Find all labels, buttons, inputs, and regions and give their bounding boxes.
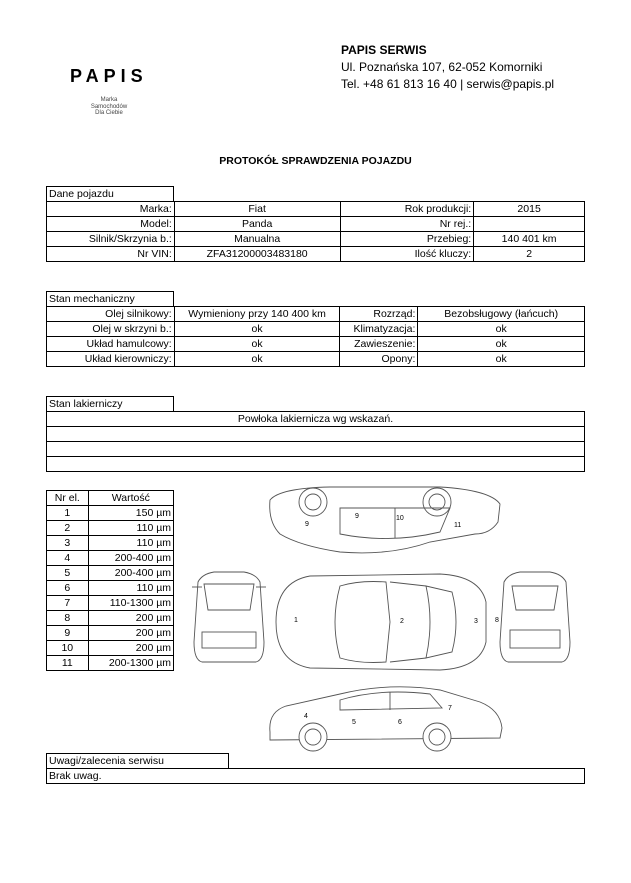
notes-text: Brak uwag. <box>47 769 585 784</box>
row-value: ok <box>418 352 585 367</box>
row-label: Zawieszenie: <box>340 337 418 352</box>
table-row <box>47 247 585 262</box>
measurement-row <box>47 536 174 551</box>
element-number: 8 <box>47 611 89 626</box>
element-number: 11 <box>47 656 89 671</box>
notes-section-header: Uwagi/zalecenia serwisu <box>46 753 229 769</box>
row-value: 140 401 km <box>474 232 585 247</box>
measurement-row <box>47 626 174 641</box>
element-number: 10 <box>47 641 89 656</box>
car-rear-view <box>500 572 570 662</box>
tagline-line: Samochodów <box>90 103 128 110</box>
notes-table <box>46 768 585 784</box>
thickness-value: 110-1300 µm <box>88 596 173 611</box>
element-number: 7 <box>47 596 89 611</box>
car-front-view <box>192 572 266 662</box>
measurement-col-nr: Nr el. <box>47 491 89 506</box>
row-value: ok <box>418 337 585 352</box>
row-label: Opony: <box>340 352 418 367</box>
thickness-value: 200-400 µm <box>88 551 173 566</box>
car-body-diagram <box>190 482 585 758</box>
paint-blank-row <box>47 457 585 472</box>
row-value: Fiat <box>174 202 340 217</box>
part-label-8: 8 <box>495 617 499 624</box>
part-label-9: 9 <box>305 521 309 528</box>
part-label-5: 5 <box>352 719 356 726</box>
vehicle-table <box>46 201 585 262</box>
thickness-value: 200-400 µm <box>88 566 173 581</box>
row-value <box>474 217 585 232</box>
element-number: 1 <box>47 506 89 521</box>
car-side-view-top <box>270 487 500 553</box>
mechanical-table <box>46 306 585 367</box>
table-row <box>47 217 585 232</box>
row-label: Przebieg: <box>340 232 474 247</box>
company-address: Ul. Poznańska 107, 62-052 Komorniki <box>341 60 543 74</box>
row-value: 2015 <box>474 202 585 217</box>
thickness-value: 110 µm <box>88 521 173 536</box>
part-label-4: 4 <box>304 713 308 720</box>
table-row <box>47 202 585 217</box>
tagline-line: Marka <box>100 97 118 103</box>
company-logo: PAPIS <box>70 66 148 86</box>
measurement-row <box>47 641 174 656</box>
table-row <box>47 232 585 247</box>
measurement-row <box>47 521 174 536</box>
element-number: 3 <box>47 536 89 551</box>
row-label: Rok produkcji: <box>340 202 474 217</box>
paint-blank-row <box>47 427 585 442</box>
row-value: 2 <box>474 247 585 262</box>
thickness-value: 110 µm <box>88 536 173 551</box>
car-plan-view <box>276 574 486 670</box>
measurement-row <box>47 656 174 671</box>
element-number: 5 <box>47 566 89 581</box>
table-row <box>47 337 585 352</box>
row-label: Olej silnikowy: <box>47 307 175 322</box>
measurement-row <box>47 611 174 626</box>
document-title: PROTOKÓŁ SPRAWDZENIA POJAZDU <box>219 155 412 167</box>
row-label: Układ hamulcowy: <box>47 337 175 352</box>
row-value: Manualna <box>174 232 340 247</box>
row-value: ok <box>418 322 585 337</box>
company-name: PAPIS SERWIS <box>341 43 427 57</box>
part-label-11: 11 <box>454 522 462 529</box>
part-label-3: 3 <box>474 618 478 625</box>
part-label-1: 1 <box>294 617 298 624</box>
row-label: Ilość kluczy: <box>340 247 474 262</box>
tagline-line: Dla Ciebie <box>95 110 123 116</box>
mechanical-section-header: Stan mechaniczny <box>46 291 174 307</box>
row-value: ZFA31200003483180 <box>174 247 340 262</box>
row-value: Bezobsługowy (łańcuch) <box>418 307 585 322</box>
row-label: Model: <box>47 217 175 232</box>
element-number: 4 <box>47 551 89 566</box>
measurement-row <box>47 596 174 611</box>
row-label: Nr VIN: <box>47 247 175 262</box>
thickness-value: 200 µm <box>88 626 173 641</box>
measurement-row <box>47 566 174 581</box>
measurement-row <box>47 506 174 521</box>
row-value: ok <box>174 337 340 352</box>
row-label: Rozrząd: <box>340 307 418 322</box>
measurement-col-value: Wartość <box>88 491 173 506</box>
row-label: Olej w skrzyni b.: <box>47 322 175 337</box>
row-label: Silnik/Skrzynia b.: <box>47 232 175 247</box>
table-row <box>47 322 585 337</box>
logo-tagline <box>78 97 140 117</box>
company-contact: Tel. +48 61 813 16 40 | serwis@papis.pl <box>341 77 555 91</box>
vehicle-section-header: Dane pojazdu <box>46 186 174 202</box>
paint-note: Powłoka lakiernicza wg wskazań. <box>47 412 585 427</box>
row-label: Klimatyzacja: <box>340 322 418 337</box>
paint-table <box>46 411 585 472</box>
part-label-2: 2 <box>400 618 404 625</box>
thickness-value: 150 µm <box>88 506 173 521</box>
thickness-value: 200-1300 µm <box>88 656 173 671</box>
measurement-row <box>47 551 174 566</box>
table-row <box>47 352 585 367</box>
row-value: ok <box>174 322 340 337</box>
thickness-value: 200 µm <box>88 641 173 656</box>
thickness-value: 110 µm <box>88 581 173 596</box>
company-info <box>341 42 554 93</box>
paint-blank-row <box>47 442 585 457</box>
row-value: Wymieniony przy 140 400 km <box>174 307 340 322</box>
row-label: Układ kierowniczy: <box>47 352 175 367</box>
measurement-row <box>47 581 174 596</box>
row-value: ok <box>174 352 340 367</box>
row-label: Marka: <box>47 202 175 217</box>
part-label-9b: 9 <box>355 513 359 520</box>
table-row <box>47 307 585 322</box>
part-label-10: 10 <box>396 515 404 522</box>
row-label: Nr rej.: <box>340 217 474 232</box>
row-value: Panda <box>174 217 340 232</box>
thickness-value: 200 µm <box>88 611 173 626</box>
element-number: 2 <box>47 521 89 536</box>
paint-section-header: Stan lakierniczy <box>46 396 174 412</box>
part-label-7: 7 <box>448 705 452 712</box>
measurement-table <box>46 490 174 671</box>
part-label-6: 6 <box>398 719 402 726</box>
element-number: 6 <box>47 581 89 596</box>
element-number: 9 <box>47 626 89 641</box>
